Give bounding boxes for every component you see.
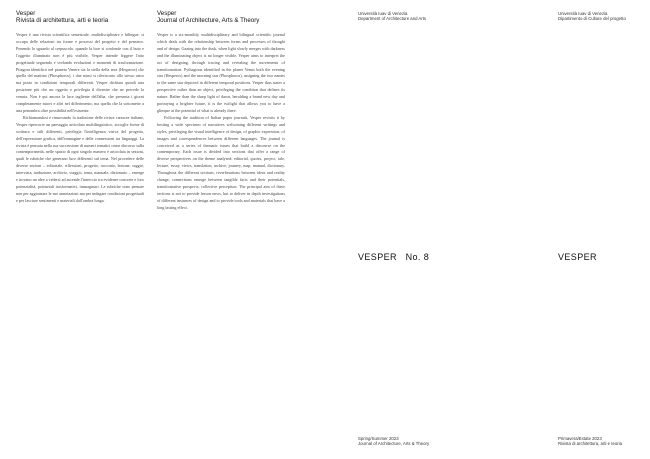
english-paragraph-1: Vesper is a six-monthly, multidisciplinary and bilingual scientific journal which deals with the relationship between forms and processes of thought and of design. Gazing into the dusk, when light slowly merges with darkness and the illuminating object is no longer visible, Vesper aims to interpret the act of designing, through tracing and revealing the movements of transformation. Pythagoras identified in the planet Venus both the evening star (Hesperos) and the morning star (Phosphoros), assigning the two names to the same star depicted in different temporal positions. Vesper thus states a perspective rather than an object, privileging the condition that defines its nature. Rather than the sharp light of dawn, heralding a brand new day and portraying a brighter future, it is the twilight that allows you to have a glimpse at the potential of what is already there. bbox=[157, 32, 285, 113]
issue-number-label: VESPER No. 8 bbox=[358, 252, 430, 262]
season-it: Primavera/Estate 2023 bbox=[558, 436, 602, 441]
spine-title-label: VESPER bbox=[558, 252, 597, 262]
journal-subtitle-en: Journal of Architecture, Arts & Theory bbox=[157, 17, 260, 24]
journal-title-en: Vesper bbox=[157, 10, 177, 17]
english-paragraph-2: Following the tradition of Italian paper journals, Vesper revisits it by hosting a wide spectrum of narratives welcoming different writings and styles, privileging the visual intelligence of design, of graphic expression, of images and correspondences between different languages. The journal is conceived as a series of thematic issues that build a discourse on the contemporary. Each issue is divided into sections that offer a range of diverse perspectives on the theme analysed: editorial, quotes, project, tale, lecture, essay, views, translation, archive, journey, map, manual, dictionary. Throughout the different sections, reverberations between ideas and reality change, connections emerge between tangible facts and their potentials, transformative prospects, collective perception. The principal aim of these sections is not to provide lesson news, but to deliver in depth investigations of different instances of design and to provide tools and materials that have a long lasting effect. bbox=[157, 114, 285, 210]
department-name-en: Department of Architecture and Arts bbox=[358, 16, 427, 21]
footer-journal-it: Rivista di architettura, arti e teoria bbox=[558, 441, 623, 446]
university-name-it: Università Iuav di Venezia bbox=[558, 11, 608, 16]
footer-journal-en: Journal of Architecture, Arts & Theory bbox=[358, 441, 430, 446]
university-name-en: Università Iuav di Venezia bbox=[358, 11, 408, 16]
journal-subtitle-it: Rivista di architettura, arti e teoria bbox=[16, 17, 109, 24]
italian-column bbox=[16, 32, 144, 205]
italian-paragraph-1: Vesper è una rivista scientifica semestrale, multidisciplinare e bilingue, si occupa delle relazioni tra forme e processi del progetto e del pensiero. Ponendo lo sguardo al crepuscolo, quando la luce si confonde con il buio e l'oggetto illuminato non è più visibile, Vesper intende leggere l'atto progettuale seguendo e svelando evoluzioni e momenti di trasformazione. Pitagora identificò nel pianeta Venere sia la stella della sera (Hesperos) che quella del mattino (Phosphoros), i due nomi si riferiscono allo stesso astro ma posto in condizioni temporali differenti. Vesper dichiara quindi una posizione più che un oggetto e privilegia il divenire che ne precede la venuta. Non è qui ancora la luce tagliente dell'alba, che presenta i giorni completamente nuovi e altri nel differimento, ma quella che la sottomette a una penombra oltre possibilità nell'esistente. bbox=[16, 32, 144, 113]
department-name-it: Dipartimento di Culture del progetto bbox=[558, 16, 626, 21]
season-en: Spring/Summer 2023 bbox=[358, 436, 399, 441]
journal-title-it: Vesper bbox=[16, 10, 36, 17]
italian-paragraph-2: Richiamandosi e rinnovando la tradizione delle riviste cartacee italiane, Vesper ripercorre un paesaggio articolato multilinguistico, accoglie forme di scrittura e stili differenti, privilegia l'intelligenza visiva del progetto, dell'espressione grafica, dell'immagine e delle connessioni tra linguaggi. La rivista è pensata nella sua successione di numeri tematici come discorso sulla contemporaneità, nelle spazio di ogni singolo numero è articolata in sezioni, quali le rubriche che generano luce differenti sul tema. Nel procedere delle diverse sezioni – editoriale, riflessioni, progetto, racconto, lezione, saggio, intervista, traduzione, archivio, viaggio, tema, manuale, dizionario – emerge e trovano un idee a vedersi ad ascende l'intreccio tra evidenze concrete e loro potenzialità, potenziali trasformativi, immaginari. Le rubriche sono pensate non per aggiornare le sue annotazioni ma per indagare condizioni progettuali e per lasciare sentimenti e materiali dall'ombra lunga. bbox=[16, 114, 144, 203]
english-column bbox=[157, 32, 285, 212]
